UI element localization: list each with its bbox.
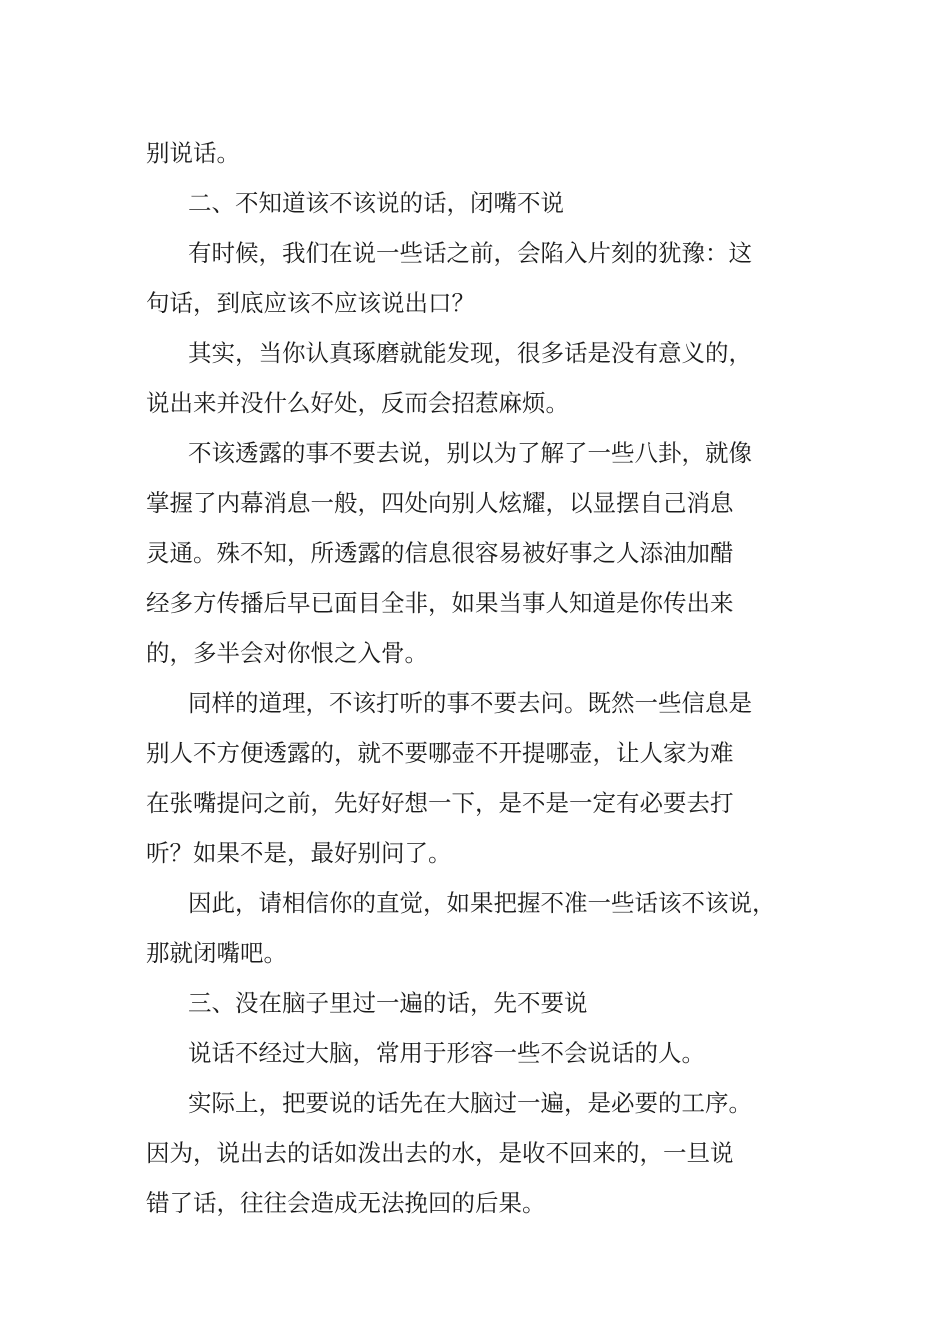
section-heading-2: 二、不知道该不该说的话，闭嘴不说 [188, 189, 564, 217]
text-line: 因为，说出去的话如泼出去的水，是收不回来的，一旦说 [146, 1139, 734, 1167]
text-line: 其实，当你认真琢磨就能发现，很多话是没有意义的， [188, 339, 752, 367]
section-heading-3: 三、没在脑子里过一遍的话，先不要说 [188, 989, 588, 1017]
text-line: 说话不经过大脑，常用于形容一些不会说话的人。 [188, 1039, 705, 1067]
text-line: 那就闭嘴吧。 [146, 939, 287, 967]
text-line: 有时候，我们在说一些话之前，会陷入片刻的犹豫：这 [188, 239, 752, 267]
text-line: 经多方传播后早已面目全非，如果当事人知道是你传出来 [146, 589, 734, 617]
document-body [146, 128, 814, 1228]
text-line: 别人不方便透露的，就不要哪壶不开提哪壶，让人家为难 [146, 739, 734, 767]
text-line: 听？如果不是，最好别问了。 [146, 839, 452, 867]
text-line: 不该透露的事不要去说，别以为了解了一些八卦，就像 [188, 439, 752, 467]
text-line: 同样的道理，不该打听的事不要去问。既然一些信息是 [188, 689, 752, 717]
text-line: 错了话，往往会造成无法挽回的后果。 [146, 1189, 546, 1217]
text-line: 别说话。 [146, 139, 240, 167]
text-line: 灵通。殊不知，所透露的信息很容易被好事之人添油加醋 [146, 539, 734, 567]
text-line: 因此，请相信你的直觉，如果把握不准一些话该不该说， [188, 889, 776, 917]
text-line: 说出来并没什么好处，反而会招惹麻烦。 [146, 389, 569, 417]
text-line: 在张嘴提问之前，先好好想一下，是不是一定有必要去打 [146, 789, 734, 817]
text-line: 实际上，把要说的话先在大脑过一遍，是必要的工序。 [188, 1089, 752, 1117]
text-line: 的，多半会对你恨之入骨。 [146, 639, 428, 667]
text-line: 掌握了内幕消息一般，四处向别人炫耀，以显摆自己消息 [146, 489, 734, 517]
text-line: 句话，到底应该不应该说出口？ [146, 289, 475, 317]
